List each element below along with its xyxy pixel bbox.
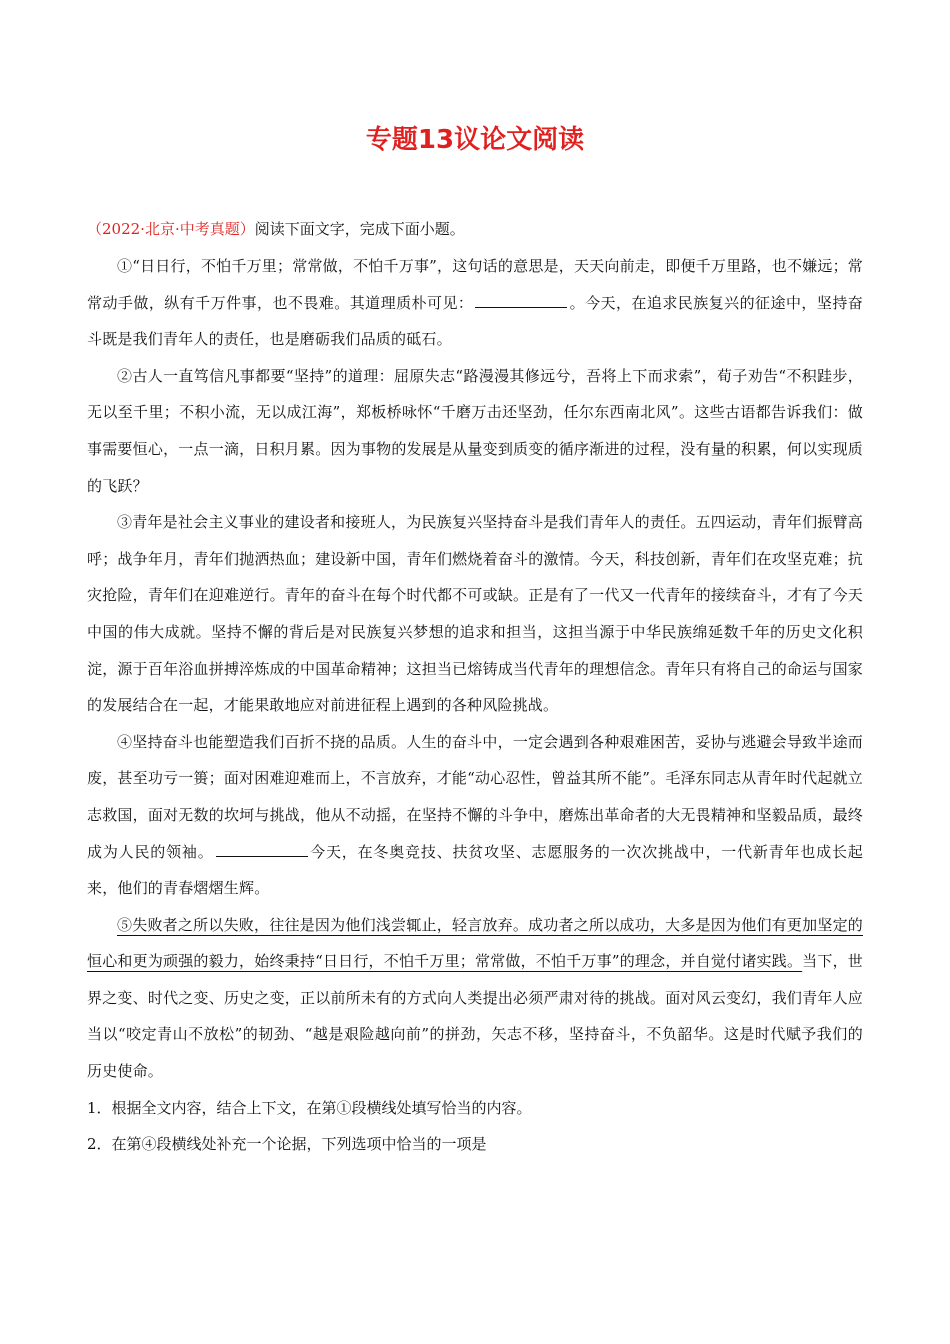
paragraph-4-part-a: ④坚持奋斗也能塑造我们百折不挠的品质。人生的奋斗中，一定会遇到各种艰难困苦，妥协与逃避会导致半途而废，甚至功亏一篑；面对困难迎难而上，不言放弃，才能“动心忍性，曾益其所不能”。毛泽东同志从青年时代起就立志救国，面对无数的坎坷与挑战，他从不动摇，在坚持不懈的斗争中，磨炼出革命者的大无畏精神和坚毅品质，最终成为人民的领袖。 [87, 732, 863, 861]
paragraph-4-part-b: 今天，在冬奥竞技、扶贫攻坚、志愿服务的一次次挑战中，一代新青年也成长起来，他们的青春熠熠生辉。 [87, 842, 863, 898]
paragraph-5 [87, 907, 863, 1090]
question-2: 2．在第④段横线处补充一个论据，下列选项中恰当的一项是 [87, 1134, 487, 1153]
paragraph-3: ③青年是社会主义事业的建设者和接班人，为民族复兴坚持奋斗是我们青年人的责任。五四运动，青年们振臂高呼；战争年月，青年们抛洒热血；建设新中国，青年们燃烧着奋斗的激情。今天，科技创新，青年们在攻坚克难；抗灾抢险，青年们在迎难逆行。青年的奋斗在每个时代都不可或缺。正是有了一代又一代青年的接续奋斗，才有了今天中国的伟大成就。坚持不懈的背后是对民族复兴梦想的追求和担当，这担当源于中华民族绵延数千年的历史文化积淀，源于百年浴血拼搏淬炼成的中国革命精神；这担当已熔铸成当代青年的理想信念。青年只有将自己的命运与国家的发展结合在一起，才能果敢地应对前进征程上遇到的各种风险挑战。 [87, 513, 863, 715]
intro-line [87, 216, 863, 242]
page-title: 专题13议论文阅读 [365, 125, 585, 155]
instruction-text: 阅读下面文字，完成下面小题。 [254, 220, 465, 238]
underlined-sentence: ⑤失败者之所以失败，往往是因为他们浅尝辄止，轻言放弃。成功者之所以成功，大多是因为他们有更加坚定的恒心和更为顽强的毅力，始终秉持“日日行，不怕千万里；常常做，不怕千万事”的理念，并自觉付诸实践。 [87, 915, 863, 971]
paragraph-5-part-b: 当下，世界之变、时代之变、历史之变，正以前所未有的方式向人类提出必须严肃对待的挑战。面对风云变幻，我们青年人应当以“咬定青山不放松”的韧劲、“越是艰险越向前”的拼劲，矢志不移，坚持奋斗，不负韶华。这是时代赋予我们的历史使命。 [87, 952, 863, 1081]
paragraph-2: ②古人一直笃信凡事都要“坚持”的道理：屈原失志“路漫漫其修远兮，吾将上下而求索”，荀子劝告“不积跬步，无以至千里；不积小流，无以成江海”，郑板桥咏怀“千磨万击还坚劲，任尔东西南北风”。这些古语都告诉我们：做事需要恒心，一点一滴，日积月累。因为事物的发展是从量变到质变的循序渐进的过程，没有量的积累，何以实现质的飞跃？ [87, 366, 863, 495]
paragraph-4 [87, 724, 863, 907]
paragraph-1-part-b: 。今天，在追求民族复兴的征途中，坚持奋斗既是我们青年人的责任，也是磨砺我们品质的砥石。 [87, 293, 863, 349]
paragraph-1-part-a: ①“日日行，不怕千万里；常常做，不怕千万事”，这句话的意思是，天天向前走，即便千万里路，也不嫌远；常常动手做，纵有千万件事，也不畏难。其道理质朴可见： [87, 257, 863, 312]
fill-blank-1 [475, 289, 567, 308]
document-page [87, 118, 863, 1162]
fill-blank-2 [216, 838, 308, 857]
question-1: 1．根据全文内容，结合上下文，在第①段横线处填写恰当的内容。 [87, 1098, 532, 1117]
exam-source: （2022·北京·中考真题） [87, 220, 255, 238]
paragraph-1 [87, 248, 863, 358]
